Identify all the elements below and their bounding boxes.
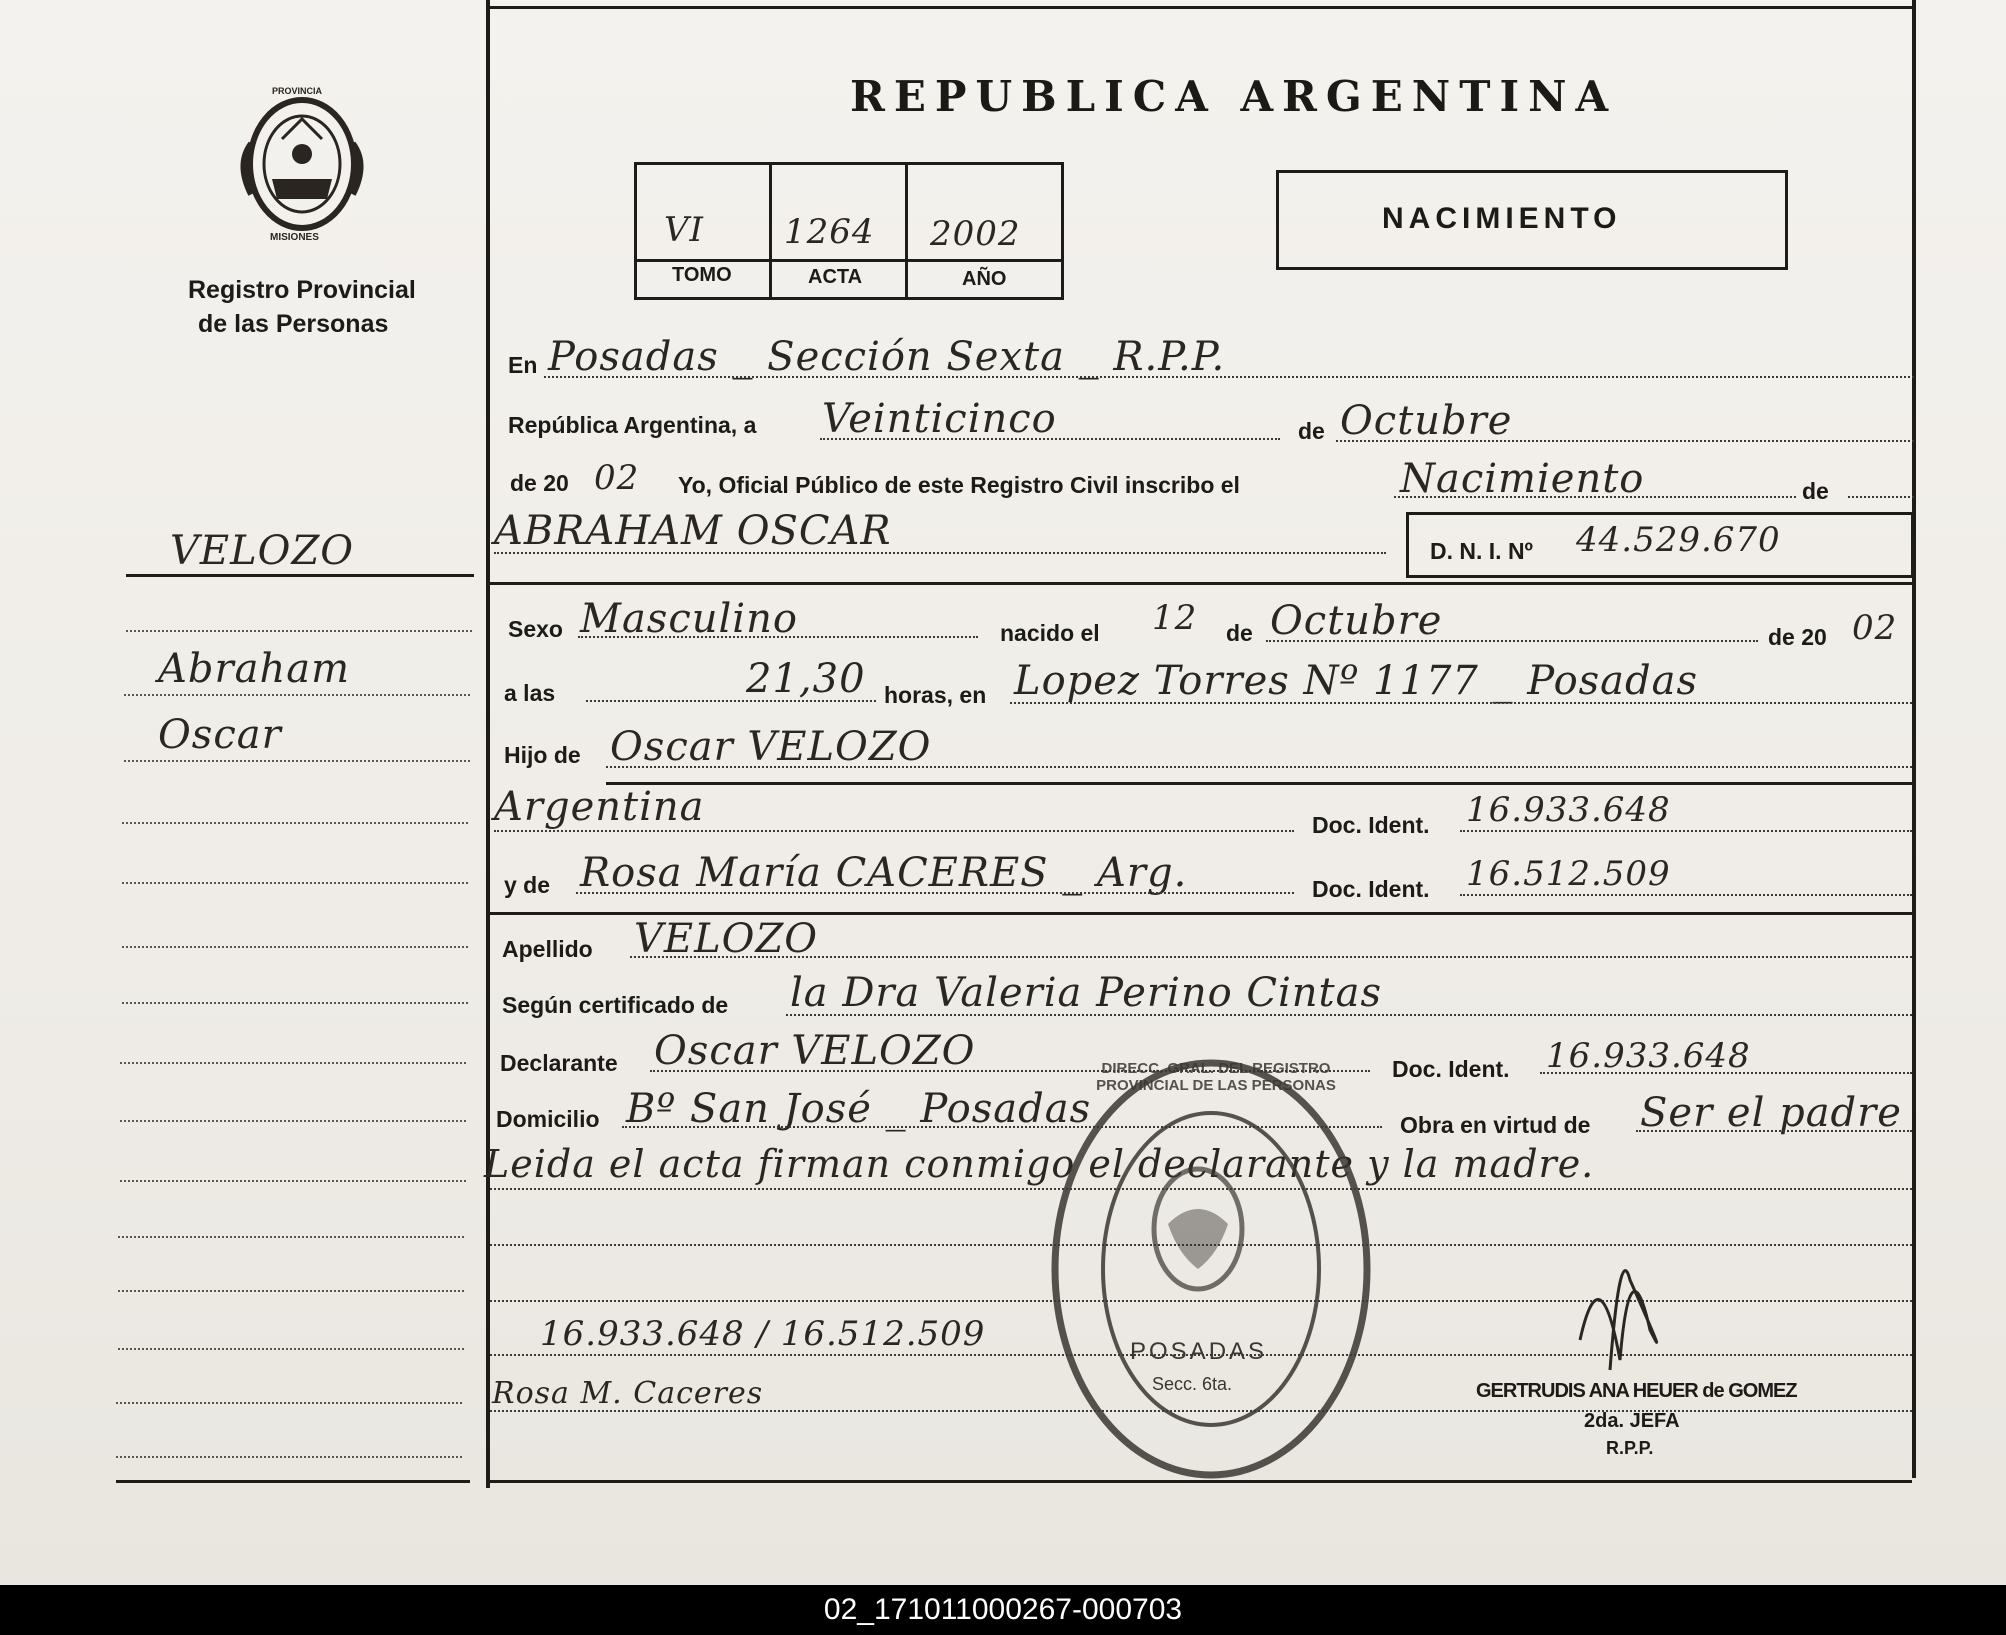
official-stamp xyxy=(1048,1054,1374,1484)
stamp-ring-icon xyxy=(1048,1054,1374,1484)
domicilio-value: Bº San José _ Posadas xyxy=(626,1086,1092,1132)
registry-name-line2: de las Personas xyxy=(198,310,389,338)
provincial-seal xyxy=(232,84,372,244)
nacido-dia: 12 xyxy=(1152,598,1198,638)
margin-line xyxy=(124,760,470,762)
margin-line xyxy=(116,1402,462,1404)
obra-label: Obra en virtud de xyxy=(1400,1112,1591,1138)
republica-label: República Argentina, a xyxy=(508,412,757,438)
country-title: REPUBLICA ARGENTINA xyxy=(850,72,1618,121)
stamp-city: POSADAS xyxy=(1130,1338,1268,1365)
acta-label: ACTA xyxy=(808,266,863,288)
top-frame xyxy=(488,6,1912,9)
tomo-value: VI xyxy=(664,210,704,250)
en-label: En xyxy=(508,352,538,378)
margin-line xyxy=(122,882,468,884)
horas-en-label: horas, en xyxy=(884,682,987,708)
signature-madre: Rosa M. Caceres xyxy=(492,1376,764,1411)
segun-value: la Dra Valeria Perino Cintas xyxy=(790,970,1382,1016)
dni-value: 44.529.670 xyxy=(1576,520,1781,560)
obra-value: Ser el padre xyxy=(1640,1090,1902,1136)
registry-name-line1: Registro Provincial xyxy=(188,276,416,304)
madre-value: Rosa María CACERES _ Arg. xyxy=(580,850,1188,896)
record-type: NACIMIENTO xyxy=(1382,202,1622,235)
official-name: GERTRUDIS ANA HEUER de GOMEZ xyxy=(1476,1380,1797,1402)
declarante-doc-label: Doc. Ident. xyxy=(1392,1056,1510,1082)
leida-text: Leida el acta firman conmigo el declarante y la madre. xyxy=(484,1142,1595,1186)
margin-line xyxy=(120,1120,466,1122)
margin-bottom-rule xyxy=(116,1480,470,1483)
margin-line xyxy=(118,1236,464,1238)
en-value: Posadas _ Sección Sexta _ R.P.P. xyxy=(548,334,1226,380)
margin-line xyxy=(118,1348,464,1350)
acta-value: 1264 xyxy=(784,212,875,252)
segun-label: Según certificado de xyxy=(502,992,729,1018)
sexo-label: Sexo xyxy=(508,616,563,642)
seal-bottom-text: MISIONES xyxy=(270,232,319,243)
mes-value: Octubre xyxy=(1340,398,1513,444)
margin-second-name: Oscar xyxy=(158,712,282,758)
margin-surname: VELOZO xyxy=(170,528,355,574)
de-label: de xyxy=(1298,418,1325,444)
nacido-anio: 02 xyxy=(1852,608,1898,648)
margin-line xyxy=(118,1290,464,1292)
dni-label: D. N. I. Nº xyxy=(1430,538,1533,564)
ano-label: AÑO xyxy=(962,268,1007,290)
a-las-label: a las xyxy=(504,680,556,706)
anio-value: 02 xyxy=(594,458,640,498)
tomo-label: TOMO xyxy=(672,264,732,286)
padre-doc-value: 16.933.648 xyxy=(1466,790,1671,830)
margin-line xyxy=(116,1456,462,1458)
nacido-de: de xyxy=(1226,620,1253,646)
margin-first-name: Abraham xyxy=(158,646,350,692)
y-de-label: y de xyxy=(504,872,551,898)
margin-line xyxy=(126,630,472,632)
nacido-mes: Octubre xyxy=(1270,598,1443,644)
nombre-value: ABRAHAM OSCAR xyxy=(494,508,892,554)
de-label-2: de xyxy=(1802,478,1829,504)
padre-nacionalidad: Argentina xyxy=(494,784,705,830)
declarante-value: Oscar VELOZO xyxy=(654,1028,976,1074)
declarante-doc-value: 16.933.648 xyxy=(1546,1036,1751,1076)
margin-line xyxy=(120,1180,466,1182)
stamp-ring-text: DIRECC. GRAL. DEL REGISTRO PROVINCIAL DE LAS PERSONAS xyxy=(1096,1060,1336,1094)
apellido-label: Apellido xyxy=(502,936,593,962)
margin-line xyxy=(120,1062,466,1064)
sexo-value: Masculino xyxy=(580,596,798,642)
yo-text: Yo, Oficial Público de este Registro Civil inscribo el xyxy=(678,472,1240,498)
margin-rule xyxy=(126,574,474,577)
official-title: 2da. JEFA xyxy=(1584,1410,1680,1432)
dia-value: Veinticinco xyxy=(822,396,1057,442)
stamp-section: Secc. 6ta. xyxy=(1152,1374,1233,1394)
declarante-label: Declarante xyxy=(500,1050,618,1076)
seal-emblem-icon xyxy=(232,84,372,244)
ano-value: 2002 xyxy=(930,214,1021,254)
margin-line xyxy=(122,946,468,948)
apellido-value: VELOZO xyxy=(634,916,819,962)
hijo-label: Hijo de xyxy=(504,742,581,768)
padre-value: Oscar VELOZO xyxy=(610,724,932,770)
official-signature-icon xyxy=(1560,1220,1700,1390)
margin-line xyxy=(122,1002,468,1004)
signature-declarante-doc: 16.933.648 / 16.512.509 xyxy=(540,1314,986,1354)
inscribo-value: Nacimiento xyxy=(1400,456,1645,502)
seal-top-text: PROVINCIA xyxy=(272,86,323,96)
anio-label: de 20 xyxy=(510,470,569,496)
nacido-label: nacido el xyxy=(1000,620,1100,646)
margin-line xyxy=(122,822,468,824)
nacido-anio-label: de 20 xyxy=(1768,624,1827,650)
official-org: R.P.P. xyxy=(1606,1438,1654,1458)
right-frame xyxy=(1912,0,1916,1478)
lugar-value: Lopez Torres Nº 1177 _ Posadas xyxy=(1014,658,1699,704)
domicilio-label: Domicilio xyxy=(496,1106,600,1132)
margin-line xyxy=(124,694,470,696)
padre-doc-label: Doc. Ident. xyxy=(1312,812,1430,838)
hora-value: 21,30 xyxy=(746,656,866,702)
column-divider xyxy=(486,0,490,1488)
madre-doc-label: Doc. Ident. xyxy=(1312,876,1430,902)
document-id-footer: 02_171011000267-000703 xyxy=(0,1585,2006,1635)
madre-doc-value: 16.512.509 xyxy=(1466,854,1671,894)
